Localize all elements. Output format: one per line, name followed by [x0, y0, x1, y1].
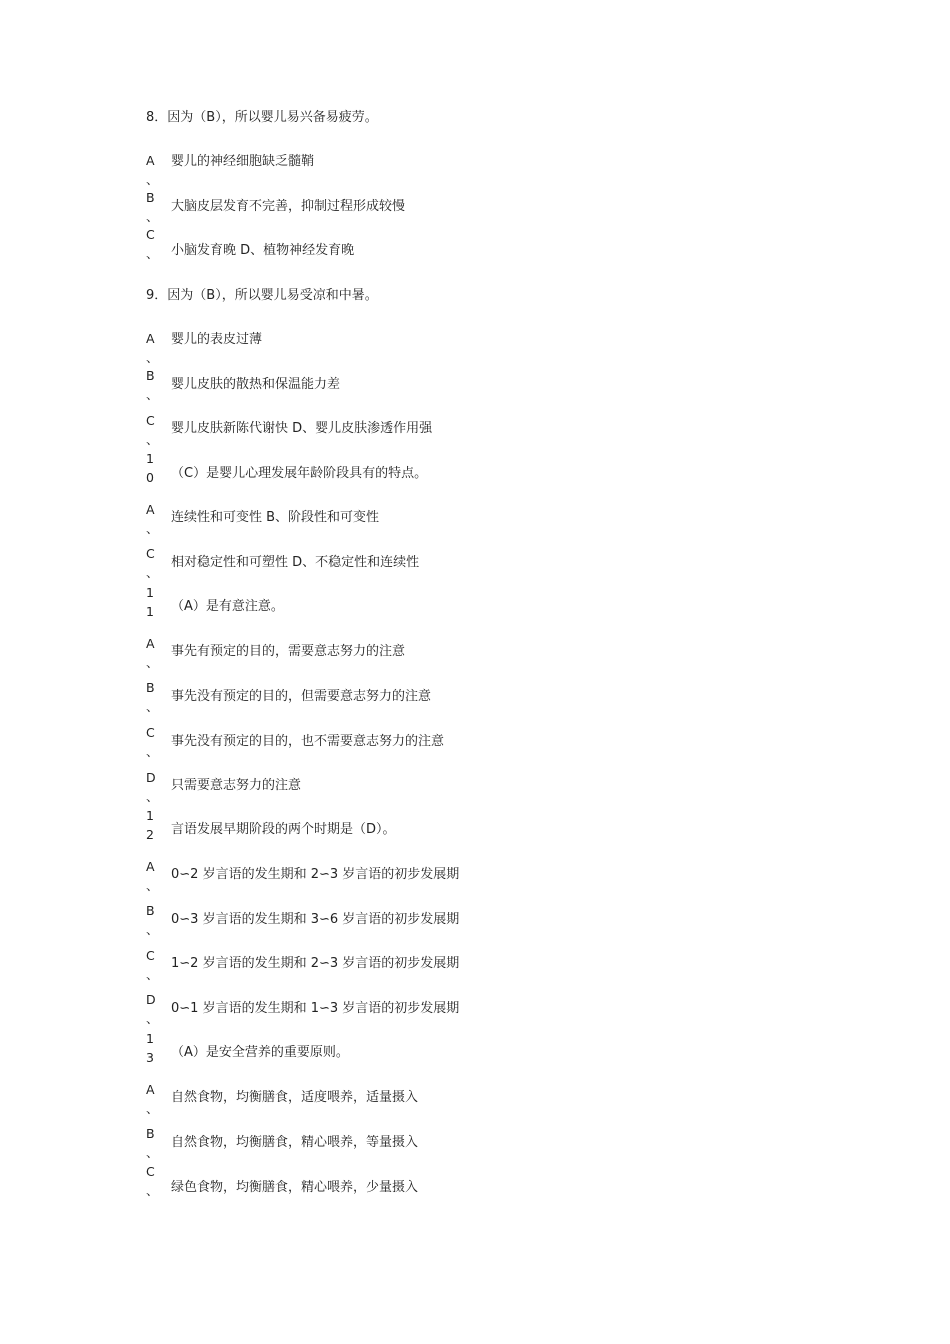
- option-label: B 、: [146, 903, 159, 937]
- option-text: 婴儿皮肤新陈代谢快 D、婴儿皮肤渗透作用强: [171, 421, 433, 436]
- question-10: （C）是婴儿心理发展年龄阶段具有的特点。: [171, 466, 428, 481]
- option-label: A 、: [146, 331, 159, 365]
- option-label: C 、: [146, 546, 159, 580]
- option-label: A 、: [146, 859, 159, 893]
- option-label: B 、: [146, 368, 159, 402]
- option-text: 小脑发育晚 D、植物神经发育晚: [171, 243, 355, 258]
- option-text: 0∽1 岁言语的发生期和 1∽3 岁言语的初步发展期: [171, 1001, 460, 1016]
- option-text: 0∽2 岁言语的发生期和 2∽3 岁言语的初步发展期: [171, 867, 460, 882]
- question-number: 1 0: [146, 451, 154, 485]
- option-label: C 、: [146, 413, 159, 447]
- question-9: 9．因为（B），所以婴儿易受凉和中暑。: [146, 288, 378, 303]
- option-label: A 、: [146, 153, 159, 187]
- option-label: B 、: [146, 1126, 159, 1160]
- option-label: C 、: [146, 725, 159, 759]
- option-text: 婴儿的神经细胞缺乏髓鞘: [171, 154, 315, 169]
- option-text: 1∽2 岁言语的发生期和 2∽3 岁言语的初步发展期: [171, 956, 460, 971]
- option-label: A 、: [146, 1082, 159, 1116]
- question-11: （A）是有意注意。: [171, 599, 284, 614]
- option-label: D 、: [146, 770, 159, 804]
- option-text: 大脑皮层发育不完善，抑制过程形成较慢: [171, 199, 406, 214]
- option-text: 事先没有预定的目的，也不需要意志努力的注意: [171, 734, 445, 749]
- question-number: 1 3: [146, 1031, 154, 1065]
- question-13: （A）是安全营养的重要原则。: [171, 1045, 349, 1060]
- option-text: 绿色食物，均衡膳食，精心喂养，少量摄入: [171, 1180, 419, 1195]
- question-12: 言语发展早期阶段的两个时期是（D）。: [171, 822, 396, 837]
- option-text: 自然食物，均衡膳食，精心喂养，等量摄入: [171, 1135, 419, 1150]
- option-text: 只需要意志努力的注意: [171, 778, 302, 793]
- question-number: 1 1: [146, 585, 154, 619]
- option-text: 事先有预定的目的，需要意志努力的注意: [171, 644, 406, 659]
- option-label: C 、: [146, 227, 159, 261]
- option-text: 相对稳定性和可塑性 D、不稳定性和连续性: [171, 555, 420, 570]
- option-text: 0∽3 岁言语的发生期和 3∽6 岁言语的初步发展期: [171, 912, 460, 927]
- option-label: B 、: [146, 680, 159, 714]
- option-label: C 、: [146, 948, 159, 982]
- option-text: 婴儿皮肤的散热和保温能力差: [171, 377, 341, 392]
- option-text: 事先没有预定的目的，但需要意志努力的注意: [171, 689, 432, 704]
- option-label: B 、: [146, 190, 159, 224]
- option-label: C 、: [146, 1164, 159, 1198]
- question-number: 1 2: [146, 808, 154, 842]
- option-text: 连续性和可变性 B、阶段性和可变性: [171, 510, 380, 525]
- option-text: 自然食物，均衡膳食，适度喂养，适量摄入: [171, 1090, 419, 1105]
- option-text: 婴儿的表皮过薄: [171, 332, 263, 347]
- question-8: 8．因为（B），所以婴儿易兴备易疲劳。: [146, 110, 378, 125]
- option-label: A 、: [146, 636, 159, 670]
- option-label: D 、: [146, 992, 159, 1026]
- option-label: A 、: [146, 502, 159, 536]
